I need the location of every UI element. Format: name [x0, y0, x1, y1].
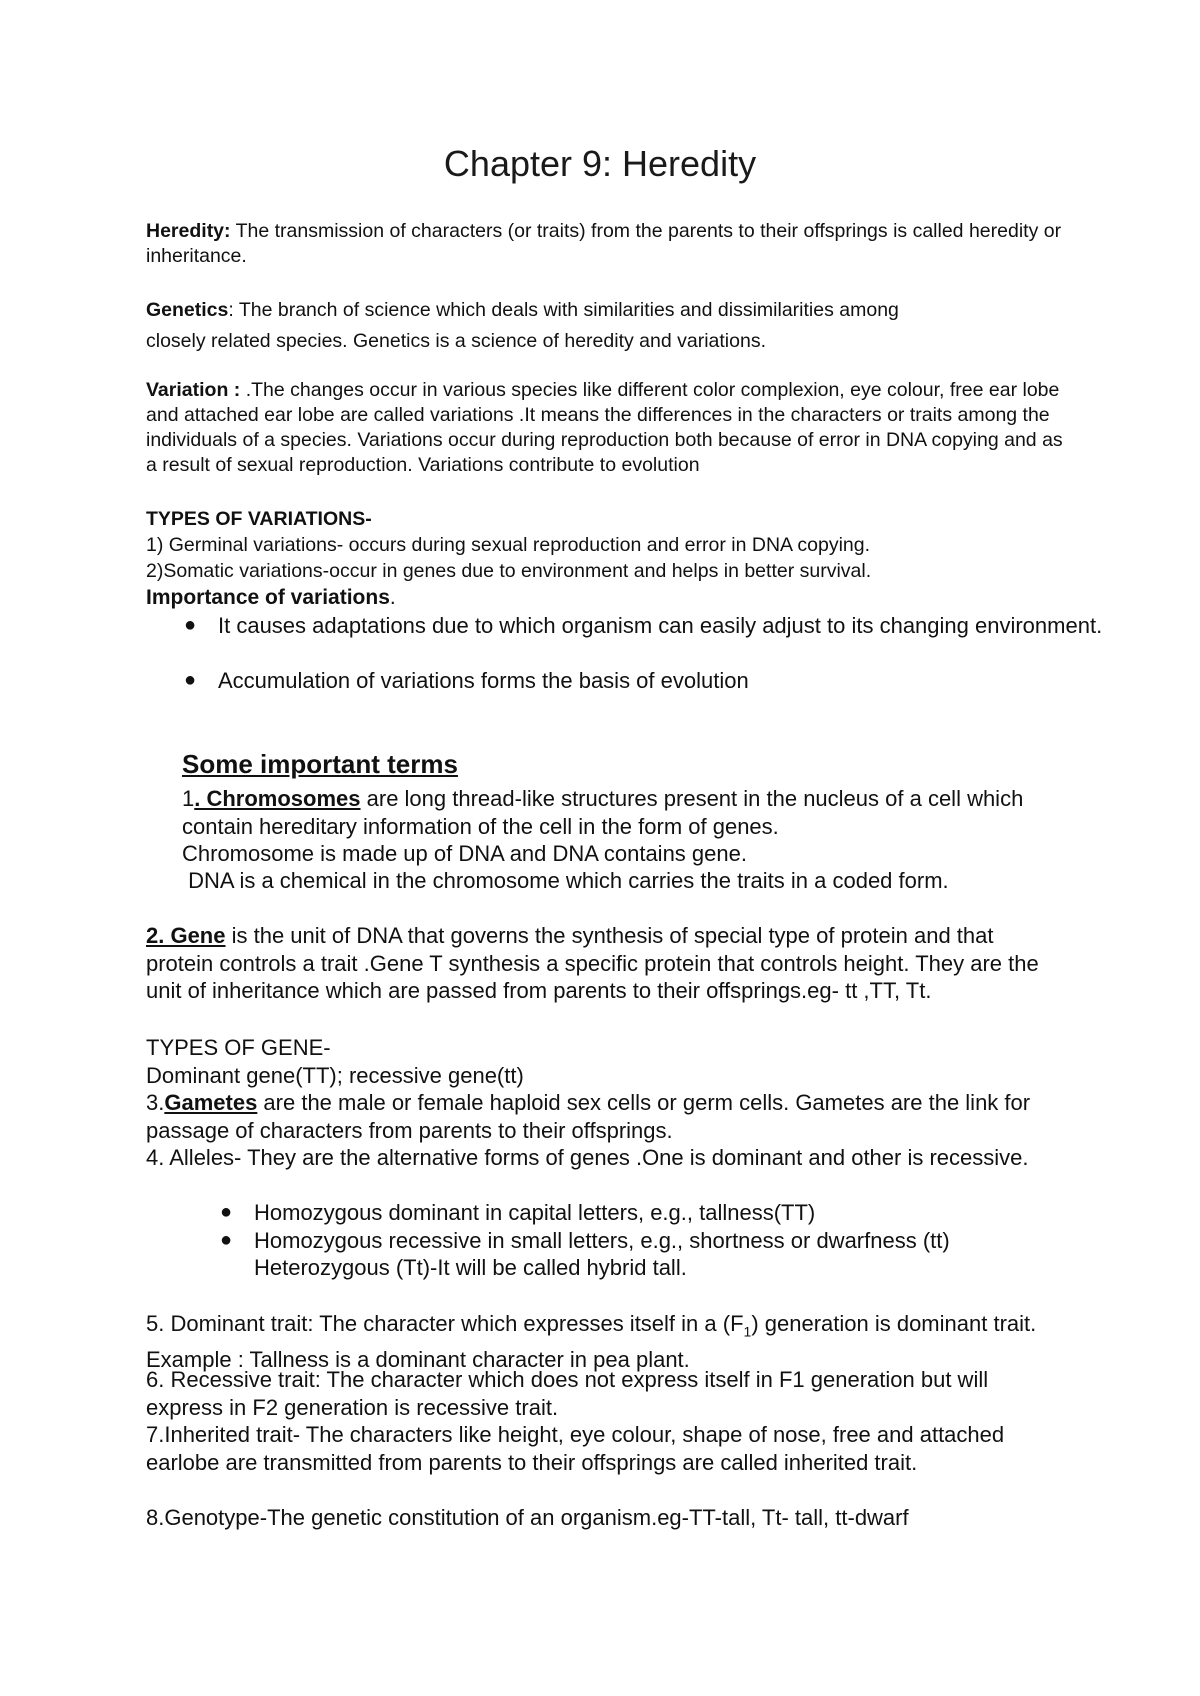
genetics-definition-line2: closely related species. Genetics is a science of heredity and variations.: [146, 330, 766, 352]
term-dominant-trait: [146, 1310, 1046, 1373]
types-of-variations-heading: TYPES OF VARIATIONS-: [146, 508, 372, 530]
gene-label: 2. Gene: [146, 923, 226, 948]
variation-text: .The changes occur in various species like different color complexion, eye colour, free ear lobe and attached ear lobe are called variations .It means the differences in the characters or traits among the individuals of a species. Variations occur during reproduction both because of error in DNA copying and as a result of sexual reproduction. Variations contribute to evolution: [146, 379, 1063, 476]
term-gene: [146, 922, 1066, 1005]
types-of-gene-text: Dominant gene(TT); recessive gene(tt): [146, 1063, 524, 1088]
gametes-text: are the male or female haploid sex cells or germ cells. Gametes are the link for passage of characters from parents to their offsprings.: [146, 1090, 1031, 1143]
germinal-variations: 1) Germinal variations- occurs during sexual reproduction and error in DNA copying.: [146, 534, 871, 556]
bullet-icon: ●: [220, 1229, 233, 1251]
genetics-definition: [146, 298, 1066, 323]
term-inherited-trait: 7.Inherited trait- The characters like height, eye colour, shape of nose, free and attached earlobe are transmitted from parents to their offsprings are called inherited trait.: [146, 1422, 1005, 1475]
bullet-icon: ●: [220, 1201, 233, 1223]
dominant-text-pre: 5. Dominant trait: The character which expresses itself in a (F: [146, 1311, 744, 1336]
dominant-text-post: ) generation is dominant trait. Example : Tallness is a dominant character in pea plant.: [146, 1311, 1037, 1372]
term-alleles: 4. Alleles- They are the alternative forms of genes .One is dominant and other is recessive.: [146, 1145, 1029, 1170]
heredity-definition: [146, 219, 1066, 269]
variation-label: Variation :: [146, 379, 241, 401]
genetics-label: Genetics: [146, 299, 229, 321]
heredity-text: The transmission of characters (or traits) from the parents to their offsprings is called heredity or inheritance.: [146, 220, 1062, 267]
chromosomes-line-3: DNA is a chemical in the chromosome which carries the traits in a coded form.: [182, 868, 949, 893]
term-genotype: 8.Genotype-The genetic constitution of an organism.eg-TT-tall, Tt- tall, tt-dwarf: [146, 1505, 909, 1530]
term-gametes: [146, 1089, 1066, 1144]
importance-bullet-1: [184, 612, 1118, 640]
importance-bullet-2: [184, 667, 1118, 695]
heredity-label: Heredity:: [146, 220, 231, 242]
term-chromosomes: [182, 785, 1062, 840]
chromosomes-number: 1: [182, 786, 195, 811]
term-recessive-trait: 6. Recessive trait: The character which does not express itself in F1 generation but will express in F2 generation is recessive trait.: [146, 1367, 989, 1420]
importance-bullet-text: Accumulation of variations forms the basis of evolution: [218, 668, 749, 693]
variation-definition: [146, 378, 1066, 478]
importance-heading: Importance of variations: [146, 586, 390, 609]
page-title: Chapter 9: Heredity: [443, 143, 757, 184]
gametes-label: Gametes: [164, 1090, 258, 1115]
alleles-bullet-1: [220, 1199, 1074, 1227]
gene-text: is the unit of DNA that governs the synthesis of special type of protein and that protein controls a trait .Gene T synthesis a specific protein that controls height. They are the unit of inheritance which are passed from parents to their offsprings.eg- tt ,TT, Tt.: [146, 923, 1039, 1003]
somatic-variations: 2)Somatic variations-occur in genes due to environment and helps in better survival.: [146, 560, 872, 582]
types-of-gene-heading: TYPES OF GENE-: [146, 1035, 331, 1060]
genetics-text-1: : The branch of science which deals with similarities and dissimilarities among: [228, 299, 899, 321]
importance-bullet-text: It causes adaptations due to which organism can easily adjust to its changing environment.: [218, 613, 1103, 638]
alleles-bullet-2: [220, 1227, 1074, 1255]
terms-heading: Some important terms: [182, 749, 458, 779]
importance-heading-suffix: .: [389, 586, 396, 609]
bullet-icon: ●: [184, 614, 197, 636]
alleles-bullet-text: Homozygous recessive in small letters, e.g., shortness or dwarfness (tt): [254, 1228, 950, 1253]
bullet-icon: ●: [184, 669, 197, 691]
chromosomes-label: . Chromosomes: [194, 786, 361, 811]
alleles-bullet-text: Homozygous dominant in capital letters, e.g., tallness(TT): [254, 1200, 816, 1225]
chromosomes-text: are long thread-like structures present in the nucleus of a cell which contain hereditary information of the cell in the form of genes.: [182, 786, 1024, 839]
heterozygous-text: Heterozygous (Tt)-It will be called hybrid tall.: [254, 1255, 687, 1280]
chromosomes-line-2: Chromosome is made up of DNA and DNA contains gene.: [182, 841, 747, 866]
dominant-subscript: 1: [743, 1323, 752, 1340]
importance-heading-line: [146, 585, 1066, 610]
gametes-number: 3.: [146, 1090, 165, 1115]
